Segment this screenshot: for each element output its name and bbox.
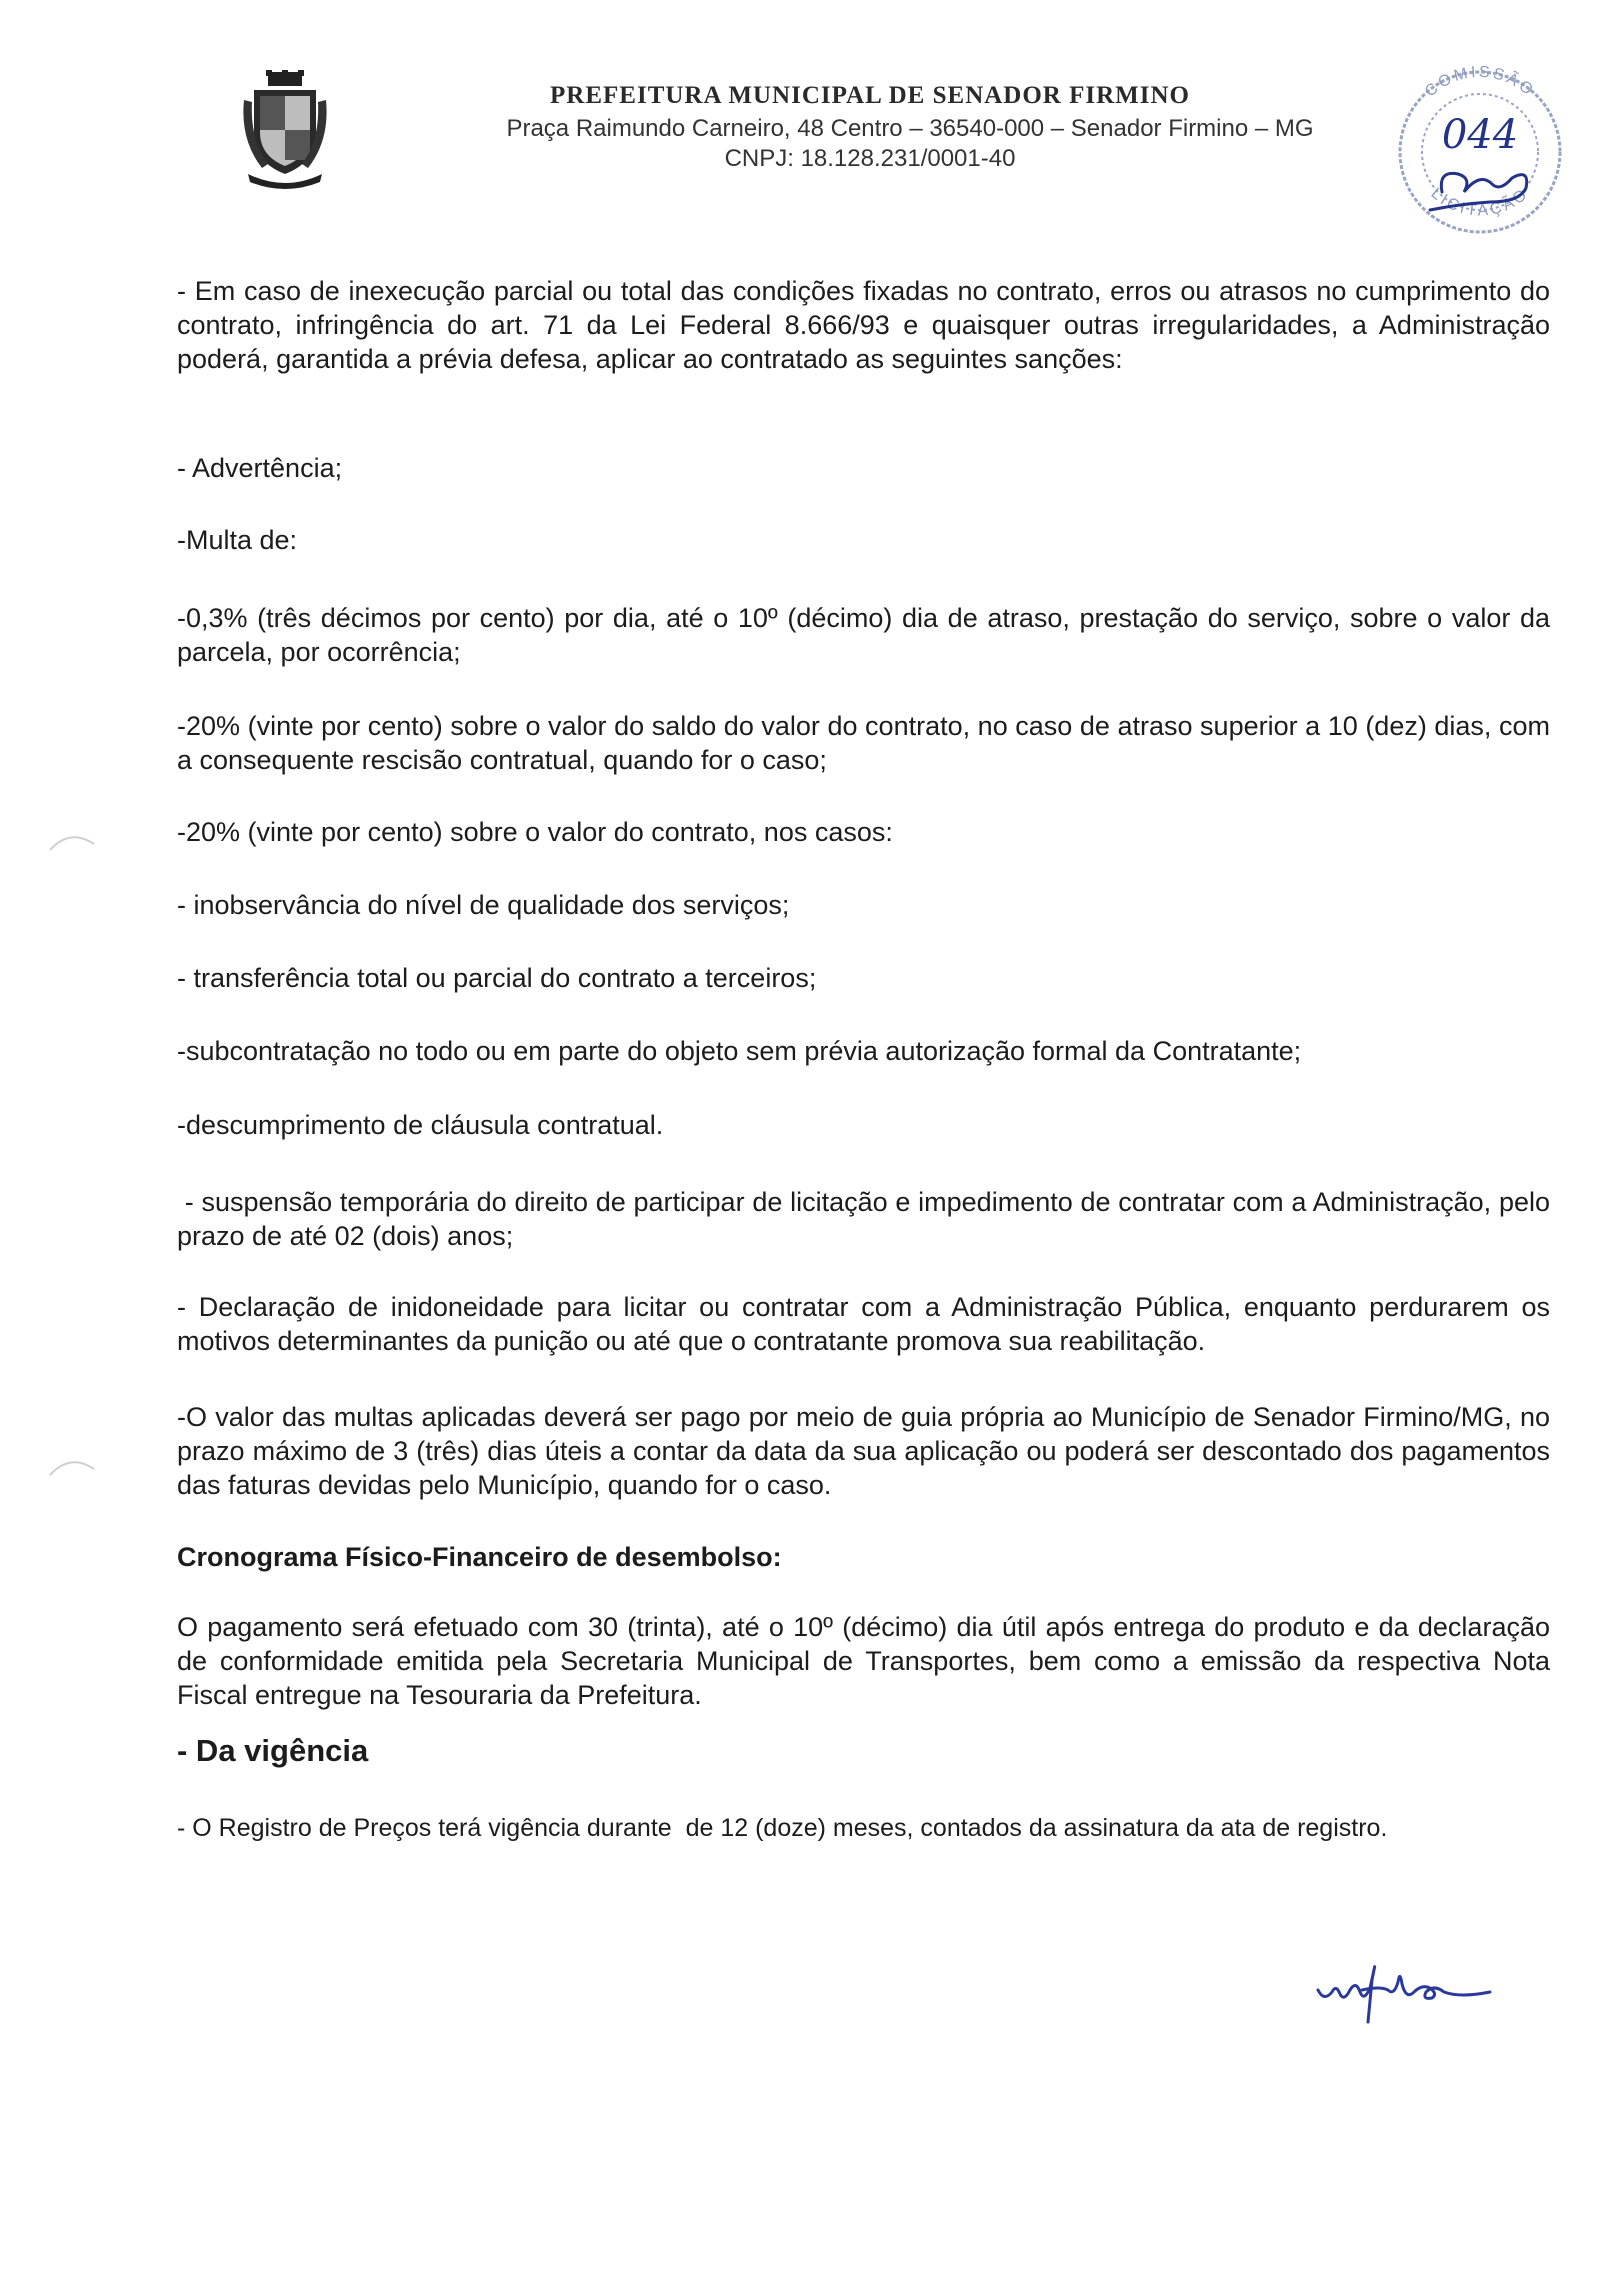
stamp-page-number: 044	[1441, 112, 1519, 158]
paragraph-case-breach: -descumprimento de cláusula contratual.	[177, 1110, 664, 1140]
commission-stamp	[1380, 52, 1580, 237]
paragraph-fine-daily: -0,3% (três décimos por cento) por dia, até o 10º (décimo) dia de atraso, prestação do serviço, sobre o valor da parcela, por ocorrência;	[177, 603, 1550, 667]
municipal-crest-icon	[240, 70, 330, 190]
signature-icon	[1310, 1950, 1510, 2030]
paragraph-case-transfer: - transferência total ou parcial do contrato a terceiros;	[177, 963, 817, 993]
paragraph-fine-contract: -20% (vinte por cento) sobre o valor do contrato, nos casos:	[177, 817, 893, 847]
paragraph-suspension: - suspensão temporária do direito de participar de licitação e impedimento de contratar com a Administração, pelo prazo de até 02 (dois) anos;	[177, 1187, 1558, 1251]
heading-validity: - Da vigência	[177, 1733, 369, 1768]
punch-hole-mark	[40, 1445, 100, 1485]
paragraph-validity-term: - O Registro de Preços terá vigência durante de 12 (doze) meses, contados da assinatura da ata de registro.	[177, 1814, 1388, 1842]
stamp-bottom-text: LICITAÇÃO	[1427, 184, 1533, 220]
paragraph-fine-label: -Multa de:	[177, 525, 298, 555]
paragraph-case-subcontract: -subcontratação no todo ou em parte do objeto sem prévia autorização formal da Contratante;	[177, 1036, 1302, 1066]
heading-disbursement-schedule: Cronograma Físico-Financeiro de desembolso:	[177, 1542, 782, 1572]
punch-hole-mark	[40, 820, 100, 860]
header-title: PREFEITURA MUNICIPAL DE SENADOR FIRMINO	[550, 82, 1190, 109]
paragraph-ineligibility: - Declaração de inidoneidade para licitar ou contratar com a Administração Pública, enquanto perdurarem os motivos determinantes da punição ou até que o contratante promova sua reabilitação.	[177, 1292, 1550, 1356]
header-address: Praça Raimundo Carneiro, 48 Centro – 36540-000 – Senador Firmino – MG	[506, 115, 1314, 142]
paragraph-warning: - Advertência;	[177, 453, 343, 483]
paragraph-payment-terms: O pagamento será efetuado com 30 (trinta), até o 10º (décimo) dia útil após entrega do produto e da declaração de conformidade emitida pela Secretaria Municipal de Transportes, bem como a emissão da respectiva Nota Fiscal entregue na Tesouraria da Prefeitura.	[177, 1612, 1550, 1710]
paragraph-fine-balance: -20% (vinte por cento) sobre o valor do saldo do valor do contrato, no caso de atraso superior a 10 (dez) dias, com a consequente rescisão contratual, quando for o caso;	[177, 711, 1550, 775]
paragraph-case-quality: - inobservância do nível de qualidade dos serviços;	[177, 890, 790, 920]
stamp-top-text: COMISSÃO	[1421, 63, 1539, 101]
paragraph-sanctions-intro: - Em caso de inexecução parcial ou total das condições fixadas no contrato, erros ou atrasos no cumprimento do contrato, infringência do art. 71 da Lei Federal 8.666/93 e quaisquer outras irregularidades, a Administração poderá, garantida a prévia defesa, aplicar ao contratado as seguintes sanções:	[177, 276, 1550, 374]
paragraph-fine-payment: -O valor das multas aplicadas deverá ser pago por meio de guia própria ao Município de Senador Firmino/MG, no prazo máximo de 3 (três) dias úteis a contar da data da sua aplicação ou poderá ser descontado dos pagamentos das faturas devidas pelo Município, quando for o caso.	[177, 1402, 1550, 1500]
header-cnpj: CNPJ: 18.128.231/0001-40	[724, 145, 1016, 172]
